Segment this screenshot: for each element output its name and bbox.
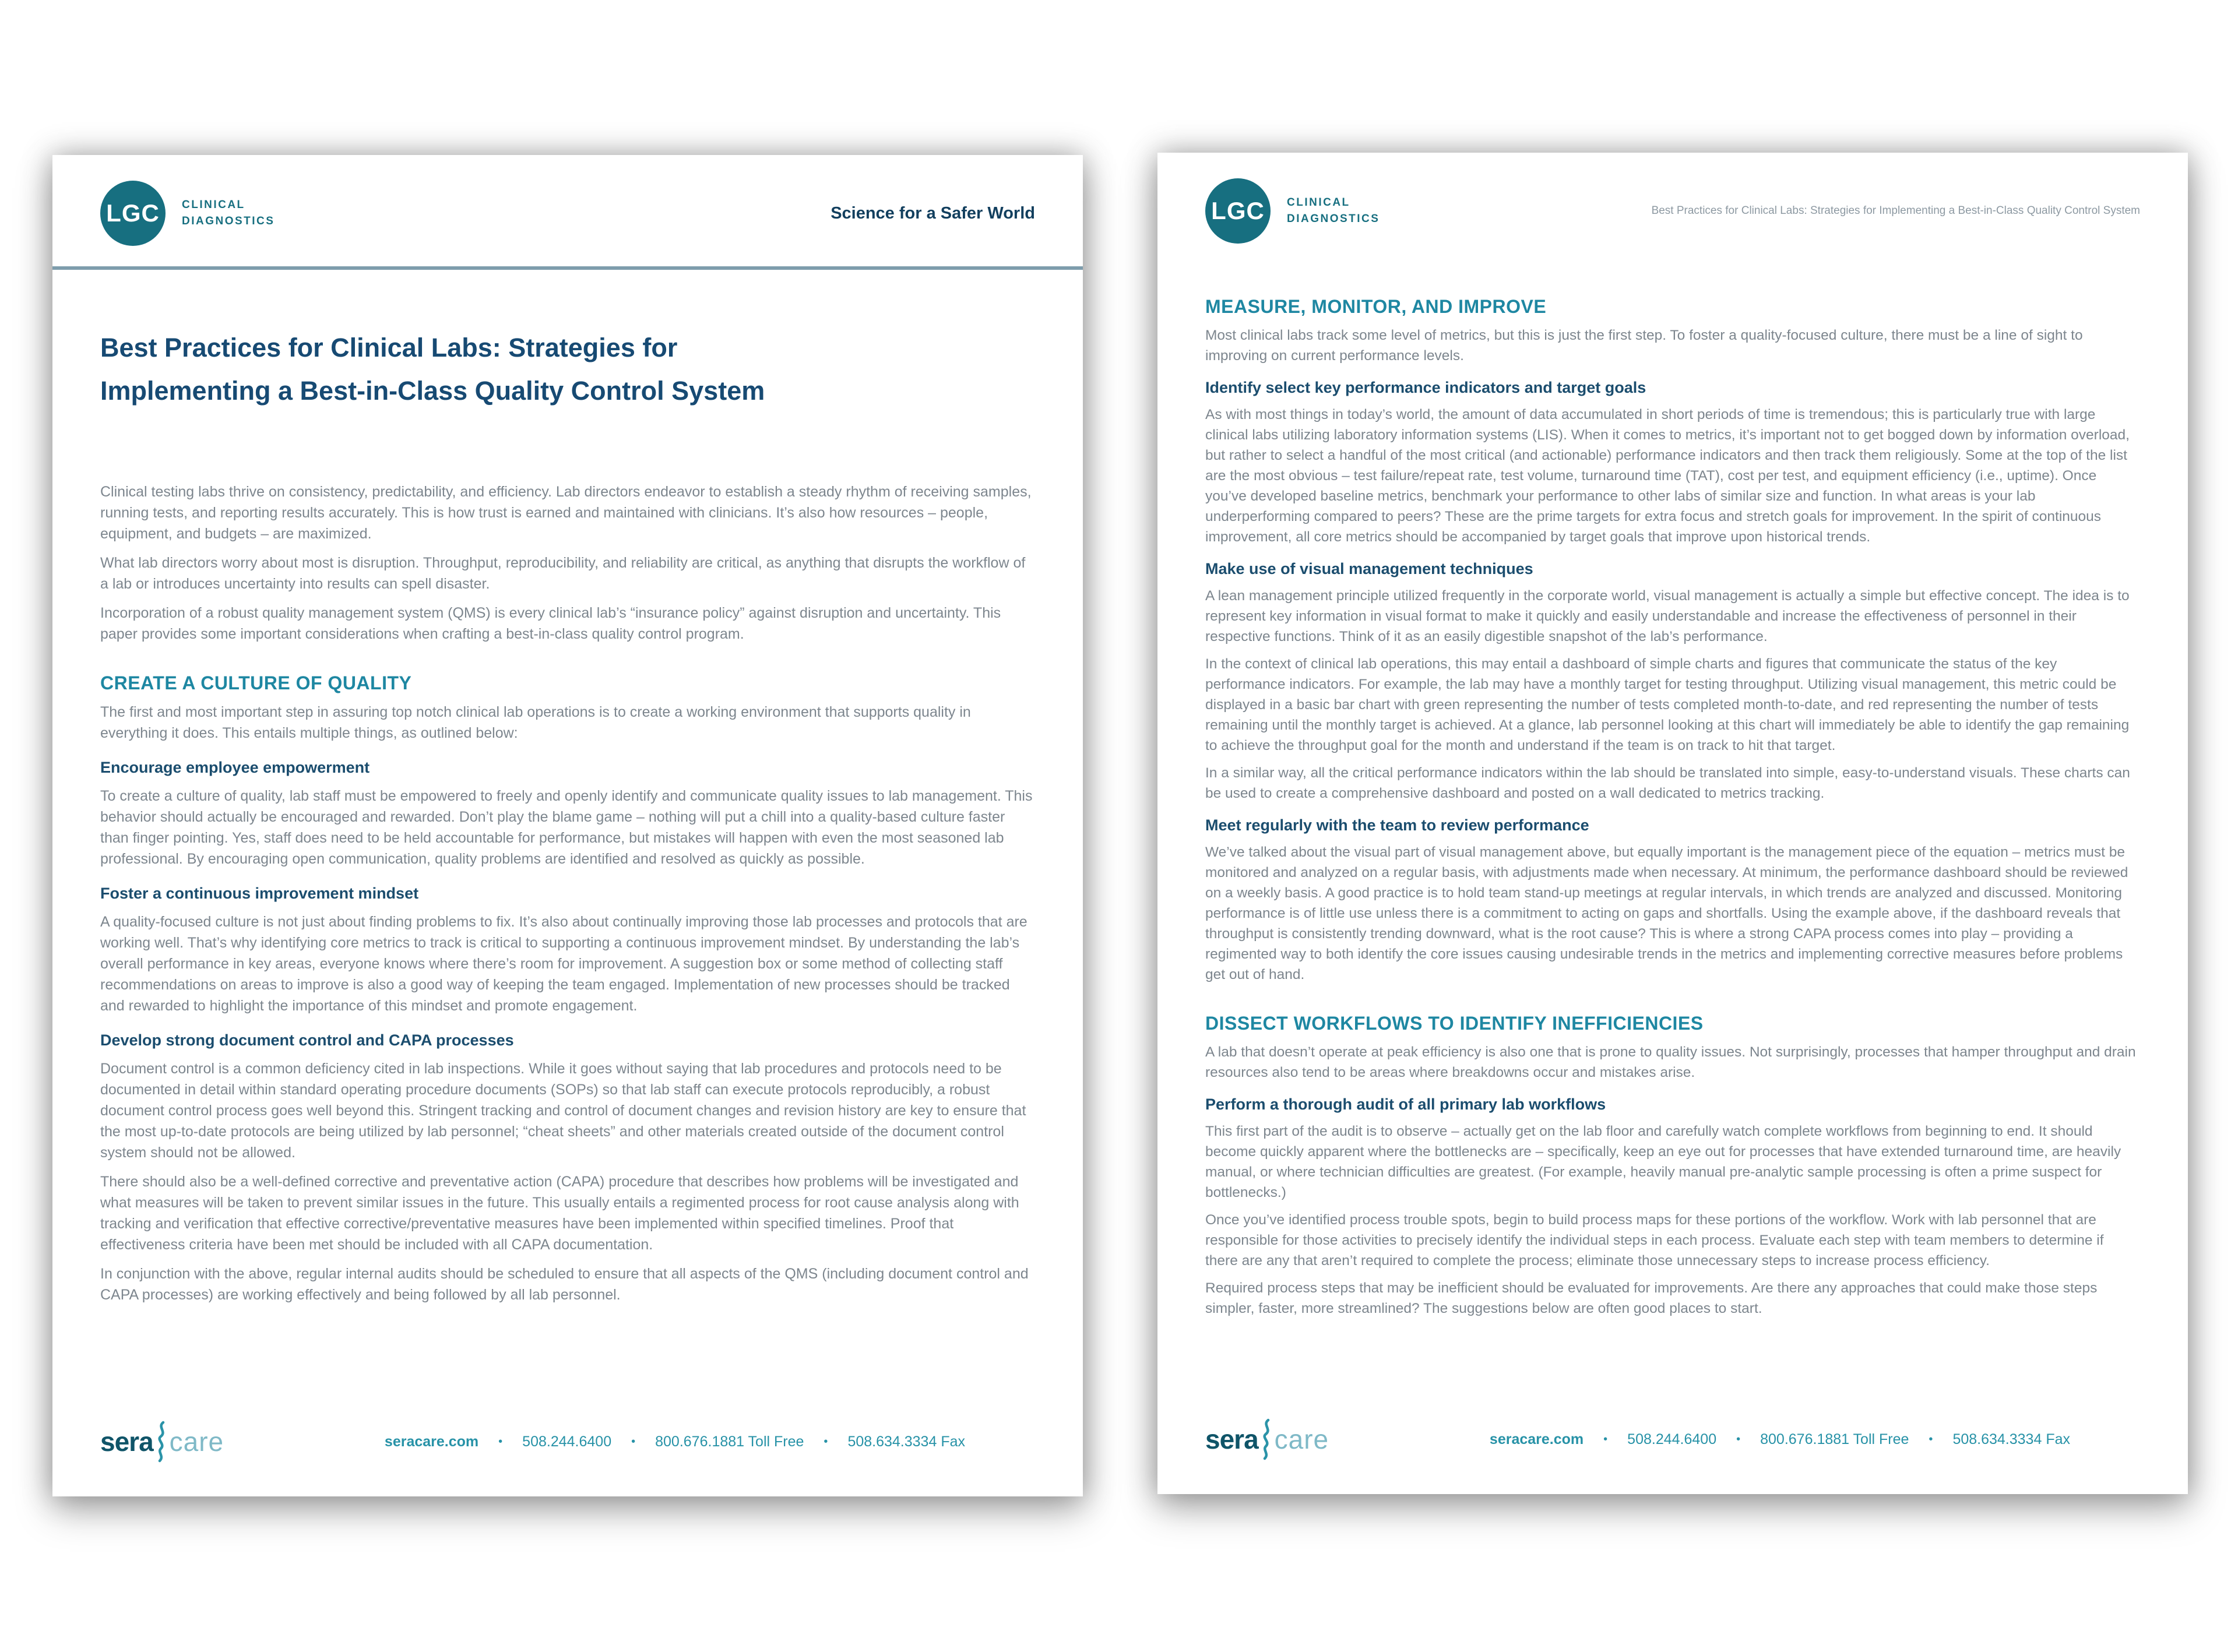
body-paragraph: A quality-focused culture is not just about finding problems to fix. It’s also about continually improving those lab processes and protocols that are working well. That’s why identifying core metrics to track is critical to supporting a continuous improvement mindset. By understanding the lab’s overall performance in key areas, everyone knows where there’s room for improvement. A suggestion box or some method of collecting staff recommendations on areas to improve is also a good way of keeping the team engaged. Implementation of new processes should be tracked and rewarded to highlight the importance of this mindset and promote engagement.	[100, 914, 1027, 1014]
lgc-logo-wordmark	[1287, 195, 1380, 227]
footer-tollfree: 800.676.1881 Toll Free	[655, 1433, 804, 1450]
page1-footer	[100, 1421, 1035, 1463]
seracare-logo-care: care	[1274, 1424, 1329, 1454]
body-paragraph: In a similar way, all the critical performance indicators within the lab should be translated into simple, easy-to-understand visuals. These charts can be used to create a comprehensive dashboard and posted on a wall dedicated to metrics tracking.	[1205, 765, 2130, 801]
bullet-separator-icon: •	[631, 1435, 636, 1448]
lgc-logo-wordmark	[182, 197, 275, 229]
lgc-logo-acronym: LGC	[106, 199, 160, 227]
brand-tagline: Science for a Safer World	[831, 203, 1035, 223]
intro-paragraph: Incorporation of a robust quality management system (QMS) is every clinical lab’s “insurance policy” against disruption and uncertainty. This paper provides some important considerations when crafting a best-in-class quality control program.	[100, 605, 1001, 642]
intro-paragraph: Clinical testing labs thrive on consistency, predictability, and efficiency. Lab directors endeavor to establish a steady rhythm of receiving samples, running tests, and reporting results accurately. This is how trust is earned and maintained with clinicians. It’s also how resources – people, equipment, and budgets – are maximized.	[100, 484, 1032, 542]
bullet-separator-icon: •	[824, 1435, 828, 1448]
body-paragraph: In the context of clinical lab operations, this may entail a dashboard of simple charts and figures that communicate the status of the key performance indicators. For example, the lab may have a monthly target for testing throughput. Utilizing visual management, this metric could be displayed in a basic bar chart with green representing the number of tests completed month-to-date, and red representing the number of tests remaining until the monthly target is achieved. At a glance, lab personnel looking at this chart will immediately be able to identify the gap remaining to achieve the throughput goal for the month and understand if the team is on track to hit that target.	[1205, 656, 2130, 753]
page2-footer	[1205, 1418, 2140, 1460]
page2-header	[1205, 153, 2140, 244]
document-title	[100, 326, 1035, 413]
body-paragraph: Document control is a common deficiency cited in lab inspections. While it goes without saying that lab procedures and protocols need to be documented in detail within standard operating procedure documents (SOPs) so that lab staff can execute protocols reproducibly, a robust document control process goes well beyond this. Stringent tracking and control of document changes and revision history are key to ensure that the most up-to-date protocols are being utilized by lab personnel; “cheat sheets” and other materials created outside of the document control system should not be allowed.	[100, 1061, 1026, 1161]
footer-contact	[1490, 1431, 2070, 1448]
document-title-line1: Best Practices for Clinical Labs: Strategies for	[100, 333, 678, 362]
body-paragraph: Most clinical labs track some level of metrics, but this is just the first step. To foster a quality-focused culture, there must be a line of sight to improving on current performance levels.	[1205, 327, 2083, 364]
logo-word-line1: CLINICAL	[182, 199, 245, 212]
document-title-line2: Implementing a Best-in-Class Quality Control System	[100, 376, 765, 406]
body-paragraph: A lean management principle utilized frequently in the corporate world, visual management is actually a simple but effective concept. The idea is to represent key information in visual format to make it quickly and easily understandable and increase the effectiveness of personnel in their respective functions. Think of it as an easily digestible snapshot of the lab’s performance.	[1205, 588, 2130, 644]
seracare-logo-sera: sera	[1205, 1424, 1258, 1454]
subsection-heading-empowerment: Encourage employee empowerment	[100, 759, 370, 776]
bullet-separator-icon: •	[1736, 1432, 1741, 1446]
subsection-heading-visual: Make use of visual management techniques	[1205, 560, 1533, 577]
footer-fax: 508.634.3334 Fax	[1952, 1431, 2070, 1447]
body-paragraph: As with most things in today’s world, the amount of data accumulated in short periods of time is tremendous; this is particularly true with large clinical labs utilizing laboratory information systems (LIS). When it comes to metrics, it’s important not to get bogged down by information overload, but rather to select a handful of the most critical (and actionable) performance indicators and then track them religiously. Some at the top of the list are the most obvious – test failure/repeat rate, test volume, turnaround time (TAT), cost per test, and equipment efficiency (i.e., uptime). Once you’ve developed baseline metrics, benchmark your performance to other labs of similar size and function. In what areas is your lab underperforming compared to peers? These are the prime targets for extra focus and stretch goals for improvement. In the spirit of continuous improvement, all core metrics should be accompanied by target goals that improve upon historical trends.	[1205, 407, 2130, 545]
page-1	[52, 155, 1083, 1496]
body-paragraph: In conjunction with the above, regular internal audits should be scheduled to ensure that all aspects of the QMS (including document control and CAPA processes) are working effectively and being followed by all lab personnel.	[100, 1266, 1029, 1303]
seracare-squiggle-icon	[154, 1421, 168, 1463]
lgc-logo	[1205, 178, 1380, 244]
logo-word-line1: CLINICAL	[1287, 196, 1350, 209]
subsection-heading-meet: Meet regularly with the team to review performance	[1205, 816, 1589, 834]
seracare-logo-sera: sera	[100, 1426, 153, 1457]
subsection-heading-audit: Perform a thorough audit of all primary lab workflows	[1205, 1096, 1606, 1113]
footer-website: seracare.com	[1489, 1431, 1584, 1447]
subsection-heading-kpi: Identify select key performance indicators and target goals	[1205, 379, 1646, 396]
footer-contact	[385, 1433, 965, 1450]
body-paragraph: A lab that doesn’t operate at peak efficiency is also one that is prone to quality issues. Not surprisingly, processes that hamper throughput and drain resources also tend to be areas where breakdowns occur and mistakes arise.	[1205, 1044, 2136, 1080]
page1-content	[100, 481, 1035, 1305]
body-paragraph: There should also be a well-defined corrective and preventative action (CAPA) procedure that describes how problems will be investigated and what measures will be taken to prevent similar issues in the future. This usually entails a regimented process for root cause analysis along with tracking and verification that effective corrective/preventative measures have been implemented within specified timelines. Proof that effectiveness criteria have been met should be included with all CAPA documentation.	[100, 1174, 1019, 1253]
logo-word-line2: DIAGNOSTICS	[1287, 213, 1380, 225]
body-paragraph: To create a culture of quality, lab staff must be empowered to freely and openly identify and communicate quality issues to lab management. This behavior should actually be encouraged and rewarded. Don’t play the blame game – nothing will put a chill into a quality-based culture faster than finger pointing. Yes, staff does need to be held accountable for performance, but mistakes will happen with even the most seasoned lab professional. By encouraging open communication, quality problems are identified and resolved as quickly as possible.	[100, 788, 1033, 867]
lgc-logo-acronym: LGC	[1211, 197, 1265, 224]
section-heading-measure: MEASURE, MONITOR, AND IMPROVE	[1205, 296, 1547, 317]
intro-paragraph: What lab directors worry about most is disruption. Throughput, reproducibility, and reliability are critical, as anything that disrupts the workflow of a lab or introduces uncertainty into results can spell disaster.	[100, 555, 1026, 592]
footer-website: seracare.com	[384, 1433, 479, 1450]
seracare-logo	[100, 1421, 224, 1463]
bullet-separator-icon: •	[1929, 1432, 1933, 1446]
footer-phone: 508.244.6400	[1627, 1431, 1717, 1447]
body-paragraph: Once you’ve identified process trouble spots, begin to build process maps for these portions of the workflow. Work with lab personnel that are responsible for those activities to precisely identify the individual steps in each process. Evaluate each step with team members to determine if there are any that aren’t required to complete the process; eliminate those unnecessary steps to increase process efficiency.	[1205, 1212, 2104, 1269]
logo-word-line2: DIAGNOSTICS	[182, 215, 275, 227]
section-heading-dissect: DISSECT WORKFLOWS TO IDENTIFY INEFFICIENCIES	[1205, 1013, 1704, 1034]
subsection-heading-mindset: Foster a continuous improvement mindset	[100, 885, 419, 902]
page-2	[1157, 153, 2188, 1494]
lgc-logo	[100, 181, 275, 246]
lgc-logo-icon	[1205, 178, 1271, 244]
page1-header	[100, 155, 1035, 246]
body-paragraph: We’ve talked about the visual part of visual management above, but equally important is the management piece of the equation – metrics must be monitored and analyzed on a regular basis, with adjustments made when necessary. At minimum, the performance dashboard should be reviewed on a weekly basis. A good practice is to hold team stand-up meetings at regular intervals, in which trends are analyzed and discussed. Monitoring performance is of little use unless there is a commitment to acting on gaps and shortfalls. Using the example above, if the dashboard reveals that throughput is consistently trending downward, what is the root cause? This is where a strong CAPA process comes into play – providing a regimented way to both identify the core issues causing undesirable trends in the metrics and implementing corrective measures before problems get out of hand.	[1205, 844, 2128, 982]
seracare-squiggle-icon	[1259, 1418, 1273, 1460]
lgc-logo-icon	[100, 181, 166, 246]
seracare-logo	[1205, 1418, 1329, 1460]
body-paragraph: Required process steps that may be inefficient should be evaluated for improvements. Are there any approaches that could make those steps simpler, faster, more streamlined? The suggestions below are often good places to start.	[1205, 1280, 2098, 1316]
footer-phone: 508.244.6400	[522, 1433, 612, 1450]
body-paragraph: The first and most important step in assuring top notch clinical lab operations is to create a working environment that supports quality in everything it does. This entails multiple things, as outlined below:	[100, 704, 971, 741]
bullet-separator-icon: •	[498, 1435, 503, 1448]
seracare-logo-care: care	[169, 1426, 224, 1457]
bullet-separator-icon: •	[1603, 1432, 1608, 1446]
footer-fax: 508.634.3334 Fax	[847, 1433, 965, 1450]
running-head: Best Practices for Clinical Labs: Strategies for Implementing a Best-in-Class Quality Control System	[1651, 205, 2140, 217]
header-rule	[52, 266, 1083, 270]
footer-tollfree: 800.676.1881 Toll Free	[1760, 1431, 1909, 1447]
page2-content	[1205, 295, 2140, 1319]
subsection-heading-capa: Develop strong document control and CAPA processes	[100, 1031, 514, 1049]
section-heading-culture: CREATE A CULTURE OF QUALITY	[100, 672, 412, 693]
body-paragraph: This first part of the audit is to observe – actually get on the lab floor and carefully watch complete workflows from beginning to end. It should become quickly apparent where the bottlenecks are – specifically, keep an eye out for processes that have extended turnaround time, are heavily manual, or where technician difficulties are greatest. (For example, heavily manual pre-analytic sample processing is often a prime suspect for bottlenecks.)	[1205, 1123, 2121, 1200]
